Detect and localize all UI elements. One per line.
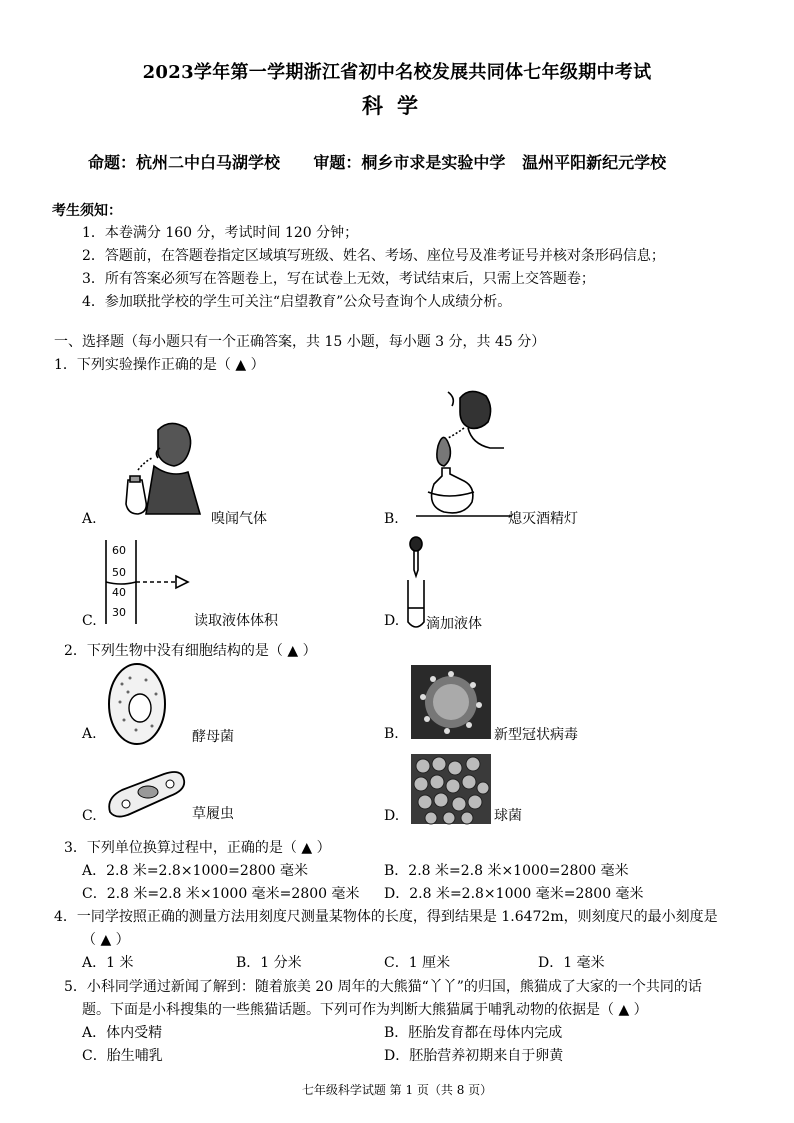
paramecium-illustration <box>104 768 188 822</box>
smelling-gas-illustration <box>118 418 210 518</box>
coronavirus-photo <box>411 665 491 739</box>
q1-option-b-label: B. <box>384 511 399 527</box>
q2-option-b-label: B. <box>384 726 399 742</box>
q3-stem: 3．下列单位换算过程中，正确的是（ ▲ ） <box>64 840 331 856</box>
q1-option-a-label: A. <box>82 511 97 527</box>
cylinder-tick-40: 40 <box>112 586 126 599</box>
q2-option-d-caption: 球菌 <box>494 808 522 824</box>
yeast-illustration <box>106 662 168 746</box>
cylinder-tick-60: 60 <box>112 544 126 557</box>
cylinder-tick-30: 30 <box>112 606 126 619</box>
q1-option-b-caption: 熄灭酒精灯 <box>508 511 578 527</box>
q1-stem: 1．下列实验操作正确的是（ ▲ ） <box>54 357 265 373</box>
q1-option-a-caption: 嗅闻气体 <box>211 511 267 527</box>
page-footer: 七年级科学试题 第 1 页（共 8 页） <box>301 1083 493 1097</box>
cylinder-tick-50: 50 <box>112 566 126 579</box>
q2-option-a-caption: 酵母菌 <box>192 729 234 745</box>
section-heading: 一、选择题（每小题只有一个正确答案，共 15 小题，每小题 3 分，共 45 分） <box>54 334 546 350</box>
q2-option-c-caption: 草履虫 <box>192 806 234 822</box>
q3-option-c: C．2.8 米=2.8 米×1000 毫米=2800 毫米 <box>82 886 360 902</box>
q2-option-a-label: A. <box>82 726 97 742</box>
q4-option-d: D．1 毫米 <box>538 955 605 971</box>
q3-option-d: D．2.8 米=2.8×1000 毫米=2800 毫米 <box>384 886 644 902</box>
notice-title: 考生须知： <box>52 203 122 219</box>
authors-line: 命题：杭州二中白马湖学校 审题：桐乡市求是实验中学 温州平阳新纪元学校 <box>88 153 667 172</box>
notice-item-4: 4．参加联批学校的学生可关注“启望教育”公众号查询个人成绩分析。 <box>82 294 512 310</box>
notice-item-3: 3．所有答案必须写在答题卷上，写在试卷上无效，考试结束后，只需上交答题卷； <box>82 271 595 287</box>
q4-option-c: C．1 厘米 <box>384 955 451 971</box>
notice-item-1: 1．本卷满分 160 分，考试时间 120 分钟； <box>82 225 359 241</box>
subject-title: 科学 <box>362 93 432 118</box>
q4-option-b: B．1 分米 <box>236 955 302 971</box>
q2-option-c-label: C. <box>82 808 97 824</box>
q5-stem: 5．小科同学通过新闻了解到：随着旅美 20 周年的大熊猫“丫丫”的归国，熊猫成了大家的一个共同的话 <box>64 979 702 995</box>
q5-option-d: D．胚胎营养初期来自于卵黄 <box>384 1048 564 1064</box>
q4-option-a: A．1 米 <box>82 955 134 971</box>
q3-option-b: B．2.8 米=2.8 米×1000=2800 毫米 <box>384 863 629 879</box>
q1-option-d-label: D. <box>384 613 400 629</box>
q5-option-b: B．胚胎发育都在母体内完成 <box>384 1025 563 1041</box>
cocci-photo <box>411 754 491 824</box>
q4-stem: 4．一同学按照正确的测量方法用刻度尺测量某物体的长度，得到结果是 1.6472m，则刻度尺的最小刻度是 <box>54 909 718 925</box>
q3-option-a: A．2.8 米=2.8×1000=2800 毫米 <box>82 863 308 879</box>
alcohol-lamp-illustration <box>408 388 518 520</box>
q1-option-c-caption: 读取液体体积 <box>194 613 278 629</box>
notice-item-2: 2．答题前，在答题卷指定区域填写班级、姓名、考场、座位号及准考证号并核对条形码信息； <box>82 248 665 264</box>
q5-stem-line2: 题。下面是小科搜集的一些熊猫话题。下列可作为判断大熊猫属于哺乳动物的依据是（ ▲ ） <box>82 1002 648 1018</box>
q5-option-c: C．胎生哺乳 <box>82 1048 163 1064</box>
q2-option-b-caption: 新型冠状病毒 <box>494 727 578 743</box>
q1-option-d-caption: 滴加液体 <box>426 616 482 632</box>
q5-option-a: A．体内受精 <box>82 1025 163 1041</box>
q1-option-c-label: C. <box>82 613 97 629</box>
q2-stem: 2．下列生物中没有细胞结构的是（ ▲ ） <box>64 643 317 659</box>
q4-stem-answer-mark: （ ▲ ） <box>82 932 130 948</box>
q2-option-d-label: D. <box>384 808 400 824</box>
dropper-test-tube-illustration <box>404 536 428 632</box>
graduated-cylinder-illustration <box>100 540 200 624</box>
exam-title: 2023学年第一学期浙江省初中名校发展共同体七年级期中考试 <box>142 62 652 83</box>
